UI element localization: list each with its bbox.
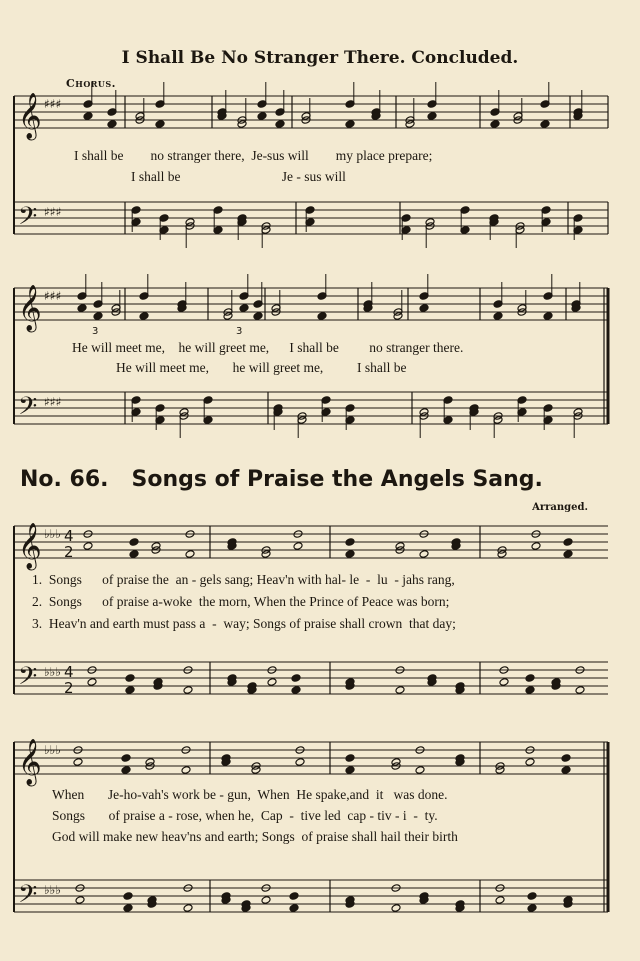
lyrics-sys2-bass: He will meet me, he will greet me, I shall be bbox=[116, 360, 407, 375]
note-head bbox=[575, 686, 585, 695]
note-head bbox=[123, 892, 133, 901]
note-head bbox=[293, 542, 303, 551]
note-head bbox=[121, 754, 131, 763]
note-head bbox=[87, 678, 97, 687]
note-head bbox=[527, 904, 537, 913]
note-head bbox=[75, 896, 85, 905]
hymn-title-concluded: I Shall Be No Stranger There. Concluded. bbox=[121, 48, 519, 68]
note-head bbox=[499, 678, 509, 687]
note-head bbox=[129, 538, 139, 547]
triplet-mark: 3 bbox=[92, 326, 99, 337]
hymn-number-title bbox=[20, 467, 543, 492]
note-head bbox=[561, 754, 571, 763]
note-head bbox=[253, 312, 263, 321]
note-head bbox=[543, 312, 553, 321]
key-signature-sharps: ♯♯♯ bbox=[44, 205, 62, 219]
verse-1-line-2: When Je-ho-vah's work be - gun, When He spake,and it was done. bbox=[52, 787, 448, 802]
bass-clef: 𝄢 bbox=[18, 880, 38, 915]
note-head bbox=[490, 120, 500, 129]
note-head bbox=[525, 674, 535, 683]
key-signature-sharps: ♯♯♯ bbox=[44, 97, 62, 111]
note-head bbox=[291, 686, 301, 695]
note-head bbox=[525, 686, 535, 695]
note-head bbox=[419, 550, 429, 559]
note-head bbox=[181, 766, 191, 775]
note-head bbox=[345, 538, 355, 547]
note-head bbox=[257, 112, 267, 121]
key-signature-sharps: ♯♯♯ bbox=[44, 289, 62, 303]
verse-2-line-2: Songs of praise a - rose, when he, Cap - tive led cap - tiv - i - ty. bbox=[52, 808, 438, 823]
lyrics-sys1-bass: I shall be Je - sus will bbox=[131, 169, 346, 184]
note-head bbox=[527, 892, 537, 901]
note-head bbox=[419, 304, 429, 313]
note-head bbox=[495, 896, 505, 905]
note-head bbox=[93, 312, 103, 321]
bass-clef: 𝄢 bbox=[18, 202, 38, 237]
verse-3-line-1: 3. Heav'n and earth must pass a - way; Songs of praise shall crown that day; bbox=[32, 616, 456, 631]
note-head bbox=[291, 674, 301, 683]
note-head bbox=[139, 312, 149, 321]
verse-1-line-1: 1. Songs of praise the an - gels sang; Heav'n with hal- le - lu - jahs rang, bbox=[32, 572, 455, 587]
note-head bbox=[185, 550, 195, 559]
hymn-number: No. 66. bbox=[20, 467, 109, 492]
chorus-label: Chorus. bbox=[66, 77, 117, 90]
note-head bbox=[295, 758, 305, 767]
note-head bbox=[125, 674, 135, 683]
note-head bbox=[563, 538, 573, 547]
note-head bbox=[275, 120, 285, 129]
note-head bbox=[317, 312, 327, 321]
bass-clef: 𝄢 bbox=[18, 662, 38, 697]
note-head bbox=[239, 304, 249, 313]
treble-clef: 𝄞 bbox=[18, 93, 42, 139]
treble-clef: 𝄞 bbox=[18, 285, 42, 331]
note-head bbox=[563, 550, 573, 559]
note-head bbox=[183, 686, 193, 695]
note-head bbox=[73, 758, 83, 767]
key-signature-sharps: ♯♯♯ bbox=[44, 395, 62, 409]
key-signature-flats: ♭♭♭ bbox=[44, 743, 61, 757]
note-head bbox=[121, 766, 131, 775]
note-head bbox=[345, 550, 355, 559]
note-head bbox=[427, 112, 437, 121]
key-signature-flats: ♭♭♭ bbox=[44, 527, 61, 541]
arranged-credit: Arranged. bbox=[532, 502, 588, 513]
note-head bbox=[107, 120, 117, 129]
note-head bbox=[531, 542, 541, 551]
bass-clef: 𝄢 bbox=[18, 392, 38, 427]
note-head bbox=[155, 120, 165, 129]
note-head bbox=[261, 896, 271, 905]
key-signature-flats: ♭♭♭ bbox=[44, 883, 61, 897]
lyrics-sys2-melody: He will meet me, he will greet me, I shall be no stranger there. bbox=[72, 340, 464, 355]
note-head bbox=[125, 686, 135, 695]
treble-clef: 𝄞 bbox=[18, 739, 42, 785]
hymn-title: Songs of Praise the Angels Sang. bbox=[131, 467, 543, 492]
note-head bbox=[415, 766, 425, 775]
verse-3-line-2: God will make new heav'ns and earth; Songs of praise shall hail their birth bbox=[52, 829, 458, 844]
time-signature-top: 4 bbox=[64, 527, 74, 545]
triplet-mark: 3 bbox=[236, 326, 243, 337]
note-head bbox=[183, 904, 193, 913]
key-signature-flats: ♭♭♭ bbox=[44, 665, 61, 679]
note-head bbox=[123, 904, 133, 913]
note-head bbox=[345, 120, 355, 129]
note-head bbox=[289, 904, 299, 913]
note-head bbox=[83, 112, 93, 121]
note-head bbox=[540, 120, 550, 129]
note-head bbox=[561, 766, 571, 775]
treble-clef: 𝄞 bbox=[18, 523, 42, 569]
note-head bbox=[391, 904, 401, 913]
note-head bbox=[83, 542, 93, 551]
note-head bbox=[345, 766, 355, 775]
time-signature-bottom: 2 bbox=[64, 543, 74, 561]
note-head bbox=[345, 754, 355, 763]
note-head bbox=[77, 304, 87, 313]
note-head bbox=[129, 550, 139, 559]
verse-2-line-1: 2. Songs of praise a-woke the morn, When the Prince of Peace was born; bbox=[32, 594, 450, 609]
time-signature-top: 4 bbox=[64, 663, 74, 681]
time-signature-bottom: 2 bbox=[64, 679, 74, 697]
note-head bbox=[525, 758, 535, 767]
note-head bbox=[289, 892, 299, 901]
note-head bbox=[267, 678, 277, 687]
lyrics-sys1-melody: I shall be no stranger there, Je-sus will my place prepare; bbox=[74, 148, 433, 163]
note-head bbox=[493, 312, 503, 321]
note-head bbox=[395, 686, 405, 695]
